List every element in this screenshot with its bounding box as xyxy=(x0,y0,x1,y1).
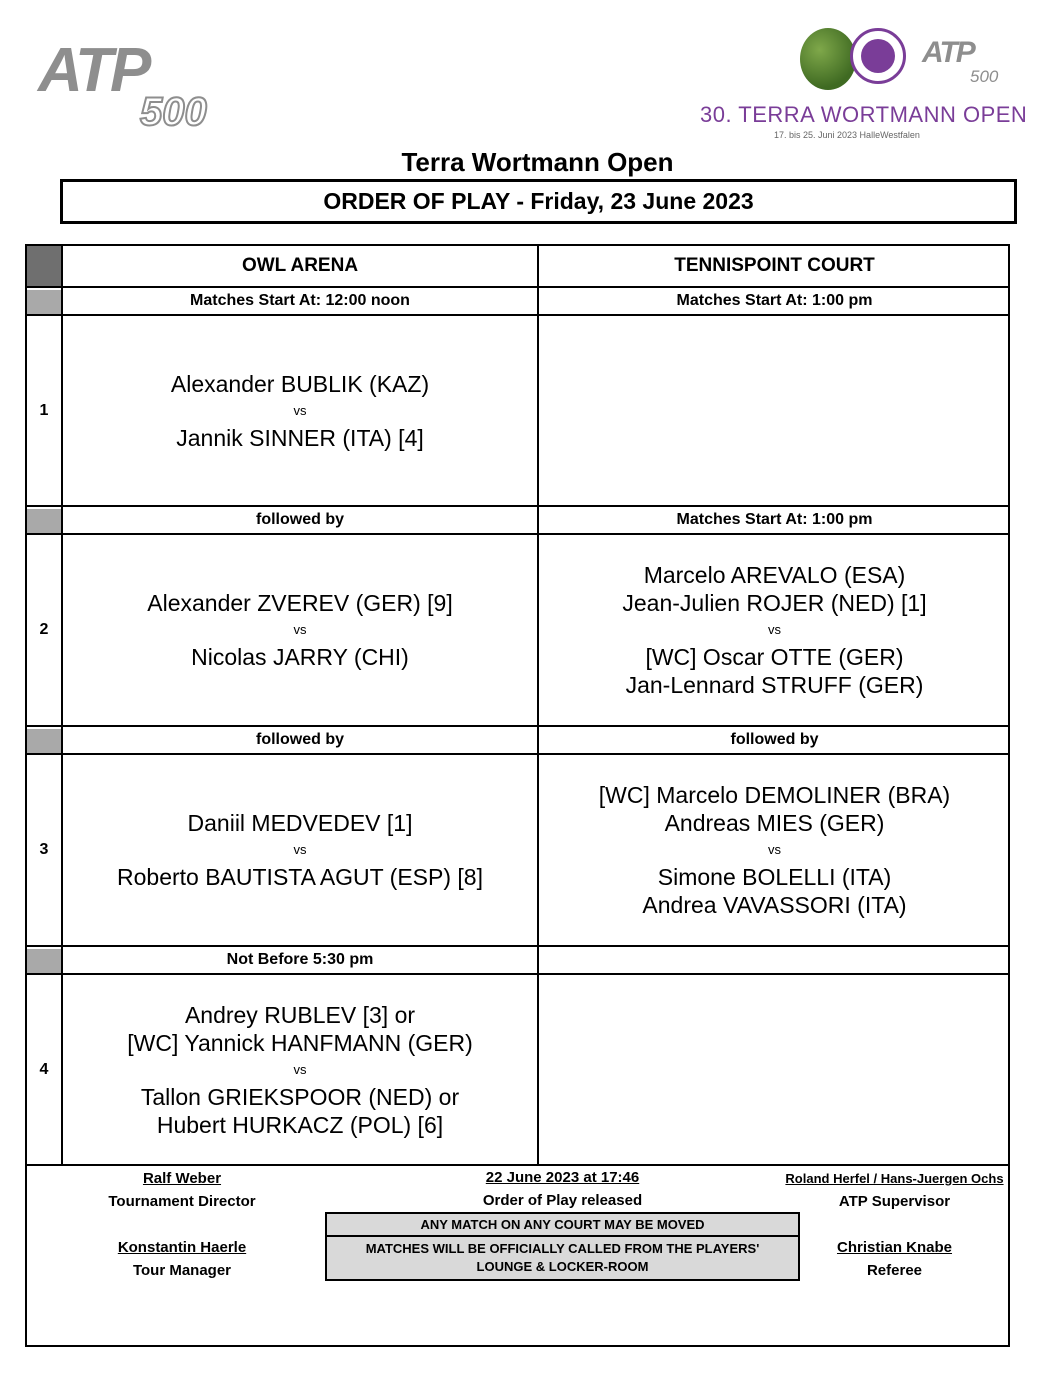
owl-slot-3-time: followed by xyxy=(256,731,344,748)
tournament-title: Terra Wortmann Open xyxy=(401,147,674,177)
player: Alexander ZVEREV (GER) [9] xyxy=(147,590,453,616)
director-name: Ralf Weber xyxy=(142,1170,222,1187)
player: Daniil MEDVEDEV [1] xyxy=(187,810,413,836)
owl-match-1 xyxy=(63,316,537,505)
court-header-tennispoint-court: TENNISPOINT COURT xyxy=(674,255,875,276)
vs-label: vs xyxy=(768,842,781,857)
vs-label: vs xyxy=(293,622,307,637)
notice-line: MATCHES WILL BE OFFICIALLY CALLED FROM THE PLAYERS' xyxy=(365,1241,760,1256)
manager-name: Konstantin Haerle xyxy=(117,1239,247,1256)
player: Nicolas JARRY (CHI) xyxy=(191,644,409,670)
player: Andrey RUBLEV [3] or xyxy=(184,1001,416,1028)
tp-slot-3-time: followed by xyxy=(730,731,819,748)
atp-tier: 500 xyxy=(140,90,207,134)
director-role: Tournament Director xyxy=(108,1193,256,1210)
owl-slot-4-time: Not Before 5:30 pm xyxy=(226,951,374,968)
tp-match-2 xyxy=(539,535,1010,725)
player: Marcelo AREVALO (ESA) xyxy=(643,562,906,588)
notice-match-moved: ANY MATCH ON ANY COURT MAY BE MOVED xyxy=(325,1212,800,1237)
owl-match-4 xyxy=(63,975,537,1164)
manager-role: Tour Manager xyxy=(132,1262,232,1279)
row-header-shade xyxy=(27,949,61,975)
release-timestamp: 22 June 2023 at 17:46 xyxy=(485,1169,640,1186)
event-dates: 17. bis 25. Juni 2023 HalleWestfalen xyxy=(774,130,920,140)
row-number-2: 2 xyxy=(39,621,49,638)
corner-cell xyxy=(27,246,61,288)
row-number-3: 3 xyxy=(39,841,49,858)
player: [WC] Marcelo DEMOLINER (BRA) xyxy=(598,782,951,808)
notice-match-called xyxy=(325,1235,800,1281)
schedule-table xyxy=(25,244,1010,1347)
tp-slot-4-time xyxy=(539,947,1010,973)
vs-label: vs xyxy=(293,842,307,857)
vs-label: vs xyxy=(768,622,781,637)
player: [WC] Yannick HANFMANN (GER) xyxy=(127,1029,473,1056)
player: Andreas MIES (GER) xyxy=(664,810,885,836)
terra-wortmann-open-logo xyxy=(700,28,1028,148)
tp-match-3 xyxy=(539,755,1010,945)
owl-slot-1-time: Matches Start At: 12:00 noon xyxy=(190,292,410,309)
order-of-play-heading: ORDER OF PLAY - Friday, 23 June 2023 xyxy=(60,179,1017,224)
row-header-shade xyxy=(27,729,61,755)
player: Hubert HURKACZ (POL) [6] xyxy=(156,1111,444,1138)
globe-icon xyxy=(850,28,906,84)
row-header-shade xyxy=(27,290,61,316)
player: Alexander BUBLIK (KAZ) xyxy=(170,370,430,397)
player: Tallon GRIEKSPOOR (NED) or xyxy=(140,1083,460,1110)
tp-slot-1-time: Matches Start At: 1:00 pm xyxy=(676,292,873,309)
row-header-shade xyxy=(27,509,61,535)
player: Simone BOLELLI (ITA) xyxy=(657,864,892,890)
player: Jannik SINNER (ITA) [4] xyxy=(176,424,424,451)
supervisor-role: ATP Supervisor xyxy=(838,1193,951,1210)
vs-label: vs xyxy=(293,1061,307,1077)
referee-name: Christian Knabe xyxy=(836,1239,953,1256)
supervisor-name: Roland Herfel / Hans-Juergen Ochs xyxy=(785,1171,1004,1186)
player: Jan-Lennard STRUFF (GER) xyxy=(625,672,924,698)
owl-match-3 xyxy=(63,755,537,945)
player: [WC] Oscar OTTE (GER) xyxy=(645,644,904,670)
court-header-owl-arena: OWL ARENA xyxy=(241,255,359,276)
atp-wordmark: ATP xyxy=(38,36,149,105)
row-number-4: 4 xyxy=(39,1060,49,1078)
owl-slot-2-time: followed by xyxy=(256,511,344,528)
vs-label: vs xyxy=(293,402,307,418)
player: Jean-Julien ROJER (NED) [1] xyxy=(622,590,927,616)
owl-match-2 xyxy=(63,535,537,725)
event-banner: 30. TERRA WORTMANN OPEN xyxy=(700,102,1028,127)
referee-role: Referee xyxy=(866,1262,923,1279)
atp-tier-small: 500 xyxy=(970,67,999,86)
grass-ball-icon xyxy=(800,28,856,90)
player: Andrea VAVASSORI (ITA) xyxy=(642,892,907,918)
player: Roberto BAUTISTA AGUT (ESP) [8] xyxy=(117,864,483,890)
atp-500-logo-left xyxy=(38,36,218,134)
row-number-1: 1 xyxy=(39,401,49,419)
notice-line: LOUNGE & LOCKER-ROOM xyxy=(476,1259,649,1274)
tp-slot-2-time: Matches Start At: 1:00 pm xyxy=(676,511,873,528)
release-text: Order of Play released xyxy=(482,1192,643,1209)
atp-wordmark-small: ATP xyxy=(922,36,974,69)
